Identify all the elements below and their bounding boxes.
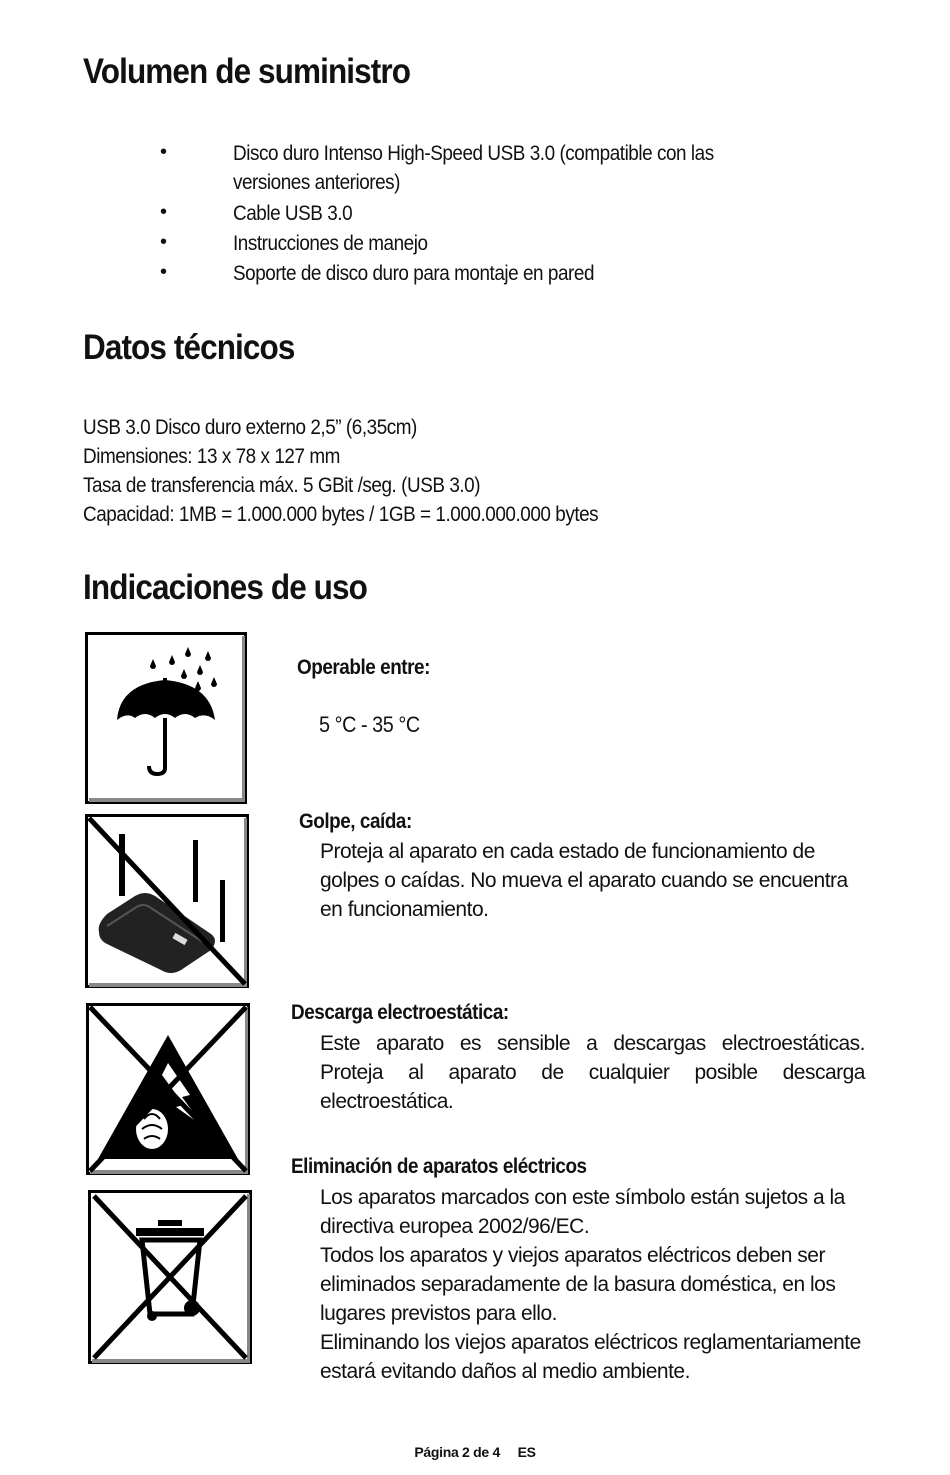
- eliminacion-text-3: Eliminando los viejos aparatos eléctricos reglamentariamente estará evitando daños al medio ambiente.: [320, 1331, 861, 1383]
- spec-line: Tasa de transferencia máx. 5 GBit /seg. (USB 3.0): [83, 474, 481, 497]
- section-title-indicaciones: Indicaciones de uso: [83, 568, 367, 607]
- temperature-range: 5 °C - 35 °C: [319, 712, 420, 737]
- spec-line: USB 3.0 Disco duro externo 2,5” (6,35cm): [83, 416, 417, 439]
- label-operable: Operable entre:: [297, 656, 430, 679]
- list-item: Cable USB 3.0: [233, 202, 353, 225]
- footer-page-total: 4: [492, 1444, 500, 1460]
- no-drop-icon: [85, 814, 249, 988]
- eliminacion-text-1: Los aparatos marcados con este símbolo están sujetos a la directiva europea 2002/96/EC.: [320, 1186, 845, 1238]
- bullet: •: [160, 231, 168, 253]
- descarga-description: [320, 1029, 865, 1116]
- bullet: •: [160, 141, 168, 163]
- label-eliminacion: Eliminación de aparatos eléctricos: [291, 1155, 587, 1178]
- esd-icon: [86, 1003, 250, 1175]
- eliminacion-description: [320, 1183, 865, 1386]
- bullet: •: [160, 261, 168, 283]
- spec-line: Dimensiones: 13 x 78 x 127 mm: [83, 445, 340, 468]
- list-item: Instrucciones de manejo: [233, 232, 428, 255]
- label-descarga: Descarga electroestática:: [291, 1001, 509, 1024]
- label-golpe: Golpe, caída:: [299, 810, 412, 833]
- list-item: Disco duro Intenso High-Speed USB 3.0 (compatible con las: [233, 142, 714, 165]
- list-item: Soporte de disco duro para montaje en pared: [233, 262, 595, 285]
- eliminacion-text-2: Todos los aparatos y viejos aparatos eléctricos deben ser eliminados separadamente de la basura doméstica, en los lugares previstos para ello.: [320, 1244, 836, 1325]
- list-item-continued: versiones anteriores): [233, 171, 401, 194]
- section-title-suministro: Volumen de suministro: [83, 52, 411, 91]
- descarga-text: Este aparato es sensible a descargas electroestáticas. Proteja al aparato de cualquier posible descarga electroestática.: [320, 1032, 865, 1113]
- umbrella-rain-icon: [85, 632, 247, 804]
- footer-page-number: 2: [462, 1444, 470, 1460]
- section-title-datos-tecnicos: Datos técnicos: [83, 328, 295, 367]
- footer-prefix: Página: [414, 1444, 459, 1460]
- bullet: •: [160, 201, 168, 223]
- golpe-description: [320, 837, 865, 924]
- page-footer: [0, 1444, 950, 1460]
- spec-line: Capacidad: 1MB = 1.000.000 bytes / 1GB = 1.000.000.000 bytes: [83, 503, 599, 526]
- footer-language: ES: [517, 1444, 536, 1460]
- golpe-text: Proteja al aparato en cada estado de funcionamiento de golpes o caídas. No mueva el aparato cuando se encuentra en funcionamiento.: [320, 840, 848, 921]
- footer-mid: de: [473, 1444, 489, 1460]
- weee-bin-icon: [88, 1190, 252, 1364]
